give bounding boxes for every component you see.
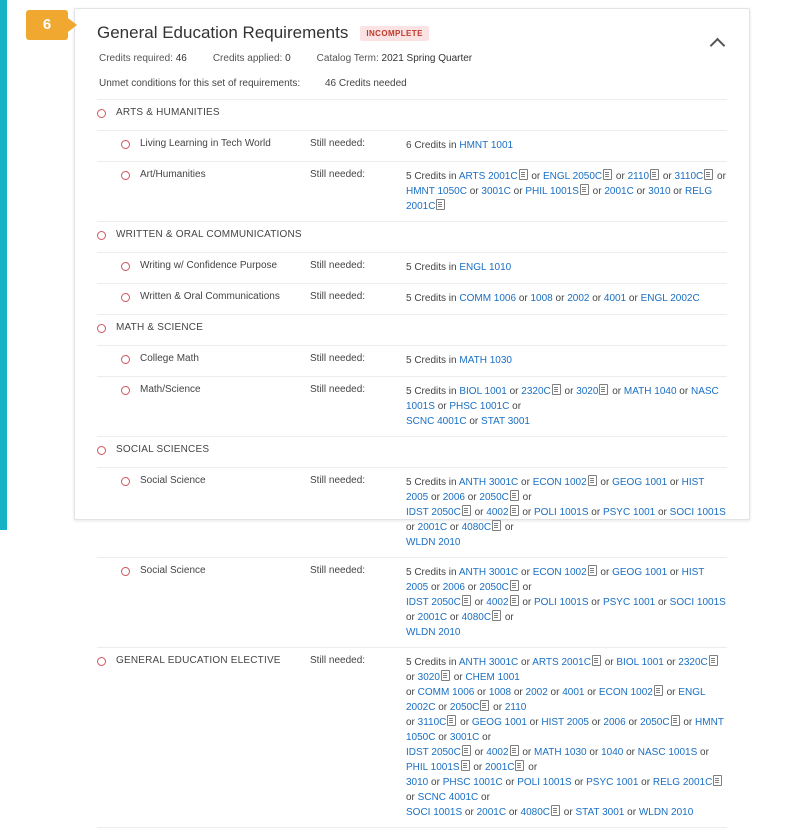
course-link[interactable]: 2001C xyxy=(485,762,515,773)
course-link[interactable]: WLDN 2010 xyxy=(406,627,461,638)
meta-credits-required xyxy=(99,53,187,64)
document-icon[interactable] xyxy=(515,760,524,771)
still-needed-label: Still needed: xyxy=(310,291,366,302)
requirement-row xyxy=(97,377,727,437)
course-link[interactable]: HMNT 1050C xyxy=(406,186,467,197)
course-link[interactable]: 2320C xyxy=(521,386,551,397)
document-icon[interactable] xyxy=(588,475,597,486)
document-icon[interactable] xyxy=(552,384,561,395)
course-link[interactable]: 4080C xyxy=(461,522,492,533)
course-link[interactable]: ANTH 3001C xyxy=(458,477,519,488)
requirement-row xyxy=(97,558,727,648)
accent-edge-bar xyxy=(0,0,7,530)
course-link[interactable]: 2050C xyxy=(479,492,509,503)
course-link[interactable]: RELG 2001C xyxy=(652,777,713,788)
requirement-courses: 5 Credits in MATH 1030 xyxy=(406,355,512,366)
document-icon[interactable] xyxy=(709,655,718,666)
still-needed-label: Still needed: xyxy=(310,169,366,180)
document-icon[interactable] xyxy=(671,715,680,726)
unmet-conditions-label: Unmet conditions for this set of requirements: xyxy=(99,78,301,89)
course-link[interactable]: 3001C xyxy=(481,186,511,197)
requirement-name: Writing w/ Confidence Purpose xyxy=(140,260,278,271)
course-link[interactable]: ENGL 2050C xyxy=(543,171,603,182)
course-link[interactable]: 3010 xyxy=(648,186,671,197)
course-link[interactable]: 2050C xyxy=(449,702,480,713)
course-link[interactable]: COMM 1006 xyxy=(417,687,475,698)
document-icon[interactable] xyxy=(462,745,471,756)
course-link[interactable]: 1008 xyxy=(488,687,512,698)
document-icon[interactable] xyxy=(510,505,519,516)
course-link[interactable]: MATH 1030 xyxy=(459,355,512,366)
course-link[interactable]: COMM 1006 xyxy=(459,293,517,304)
course-link[interactable]: HIST 2005 xyxy=(541,717,589,728)
course-link[interactable]: PSYC 1001 xyxy=(586,777,639,788)
course-link[interactable]: 4002 xyxy=(486,507,509,518)
requirement-courses: 5 Credits in ANTH 3001C or ECON 1002 or GEOG 1001 or HIST 2005 or 2006 or 2050C or IDST 2050C or 4002 or POLI 1001S or PSYC 1001 or SOCI 1001S or 2001C or 4080C or WLDN 2010 xyxy=(406,567,726,638)
status-badge: INCOMPLETE xyxy=(360,26,428,41)
course-link[interactable]: 4001 xyxy=(562,687,585,698)
course-link[interactable]: STAT 3001 xyxy=(575,807,625,818)
course-link[interactable]: HMNT 1050C xyxy=(406,717,724,743)
course-link[interactable]: CHEM 1001 xyxy=(465,672,520,683)
requirement-name: College Math xyxy=(140,353,199,364)
course-link[interactable]: SOCI 1001S xyxy=(406,807,463,818)
course-link[interactable]: 2006 xyxy=(603,717,626,728)
course-link[interactable]: 3110C xyxy=(417,717,447,728)
course-link[interactable]: WLDN 2010 xyxy=(406,537,461,548)
document-icon[interactable] xyxy=(519,169,528,180)
course-link[interactable]: 4080C xyxy=(461,612,492,623)
requirement-group-label: WRITTEN & ORAL COMMUNICATIONS xyxy=(116,229,302,240)
requirement-group-label: SOCIAL SCIENCES xyxy=(116,444,210,455)
course-link[interactable]: PSYC 1001 xyxy=(602,597,656,608)
requirement-row xyxy=(97,131,727,162)
requirements-card xyxy=(74,8,750,818)
step-badge-number: 6 xyxy=(42,16,52,33)
requirement-courses: 5 Credits in ARTS 2001C or ENGL 2050C or 2110 or 3110C or HMNT 1050C or 3001C or PHIL 1001S or 2001C or 3010 or RELG 2001C xyxy=(406,171,726,212)
course-link[interactable]: 2001C xyxy=(417,522,448,533)
course-link[interactable]: PSYC 1001 xyxy=(602,507,656,518)
course-link[interactable]: GEOG 1001 xyxy=(471,717,527,728)
chevron-up-icon[interactable] xyxy=(711,35,725,49)
requirements-rows xyxy=(75,100,749,828)
course-link[interactable]: 2050C xyxy=(640,717,670,728)
meta-credits-applied xyxy=(213,53,291,64)
document-icon[interactable] xyxy=(510,595,519,606)
course-link[interactable]: SOCI 1001S xyxy=(669,597,726,608)
still-needed-label: Still needed: xyxy=(310,138,366,149)
status-circle-icon xyxy=(97,109,106,118)
meta-credits-applied-label: Credits applied: xyxy=(212,53,283,64)
course-link[interactable]: STAT 3001 xyxy=(481,416,530,427)
document-icon[interactable] xyxy=(592,655,601,666)
course-link[interactable]: ENGL 2002C xyxy=(406,687,706,713)
course-link[interactable]: 2050C xyxy=(479,582,509,593)
document-icon[interactable] xyxy=(580,184,589,195)
document-icon[interactable] xyxy=(654,685,663,696)
course-link[interactable]: MATH 1030 xyxy=(534,747,587,758)
document-icon[interactable] xyxy=(492,610,501,621)
course-link[interactable]: 2110 xyxy=(504,702,527,713)
document-icon[interactable] xyxy=(704,169,713,180)
course-link[interactable]: BIOL 1001 xyxy=(616,657,664,668)
requirement-name: Math/Science xyxy=(140,384,201,395)
status-circle-icon xyxy=(121,386,130,395)
course-link[interactable]: 2001C xyxy=(604,186,634,197)
course-link[interactable]: 2006 xyxy=(442,492,465,503)
course-link[interactable]: WLDN 2010 xyxy=(638,807,694,818)
requirement-group-row xyxy=(97,315,727,346)
status-circle-icon xyxy=(121,171,130,180)
meta-catalog-term-label: Catalog Term: xyxy=(316,53,379,64)
course-link[interactable]: GEOG 1001 xyxy=(612,567,668,578)
course-link[interactable]: ENGL 2002C xyxy=(640,293,700,304)
still-needed-label: Still needed: xyxy=(310,353,366,364)
meta-credits-required-label: Credits required: xyxy=(99,53,173,64)
meta-credits-required-value: 46 xyxy=(175,53,187,64)
requirement-courses: 6 Credits in HMNT 1001 xyxy=(406,140,514,151)
course-link[interactable]: 3020 xyxy=(576,386,599,397)
status-circle-icon xyxy=(121,262,130,271)
course-link[interactable]: 4002 xyxy=(486,747,509,758)
course-link[interactable]: PHIL 1001S xyxy=(525,186,579,197)
course-link[interactable]: POLI 1001S xyxy=(517,777,572,788)
course-link[interactable]: NASC 1001S xyxy=(406,386,719,412)
unmet-conditions-value: 46 Credits needed xyxy=(325,78,407,89)
document-icon[interactable] xyxy=(603,169,612,180)
requirement-courses: 5 Credits in ANTH 3001C or ARTS 2001C or BIOL 1001 or 2320C or 3020 or CHEM 1001 or COMM 1006 or 1008 or 2002 or 4001 or ECON 1002 or ENGL 2002C or 2050C or 2110 or 3110C or GEOG 1001 or HIST 2005 or 2006 or 2050C or HMNT 1050C or 3001C or IDST 2050C or 4002 or MATH 1030 or 1040 or NASC 1001S or PHIL 1001S or 2001C or 3010 or PHSC 1001C or POLI 1001S or PSYC 1001 or RELG 2001C or SCNC 4001C or SOCI 1001S or 2001C or 4080C or STAT 3001 or WLDN 2010 xyxy=(406,657,724,818)
requirement-row xyxy=(97,162,727,222)
course-link[interactable]: SOCI 1001S xyxy=(669,507,726,518)
course-link[interactable]: PHSC 1001C xyxy=(449,401,510,412)
document-icon[interactable] xyxy=(492,520,501,531)
course-link[interactable]: HIST 2005 xyxy=(406,477,705,503)
meta-credits-applied-value: 0 xyxy=(285,53,291,64)
course-link[interactable]: ANTH 3001C xyxy=(458,657,519,668)
course-link[interactable]: MATH 1040 xyxy=(623,386,677,397)
meta-catalog-term-value: 2021 Spring Quarter xyxy=(381,53,473,64)
requirement-group-row xyxy=(97,648,727,828)
document-icon[interactable] xyxy=(599,384,608,395)
still-needed-label: Still needed: xyxy=(310,565,366,576)
requirement-group-label: ARTS & HUMANITIES xyxy=(116,107,220,118)
document-icon[interactable] xyxy=(436,199,445,210)
meta-catalog-term xyxy=(317,53,472,64)
still-needed-label: Still needed: xyxy=(310,655,366,666)
course-link[interactable]: POLI 1001S xyxy=(534,597,589,608)
document-icon[interactable] xyxy=(650,169,659,180)
course-link[interactable]: 3001C xyxy=(449,732,480,743)
status-circle-icon xyxy=(97,231,106,240)
status-circle-icon xyxy=(121,567,130,576)
requirement-group-row xyxy=(97,100,727,131)
requirement-name: GENERAL EDUCATION ELECTIVE xyxy=(116,655,281,666)
course-link[interactable]: PHIL 1001S xyxy=(406,762,460,773)
requirement-row xyxy=(97,346,727,377)
course-link[interactable]: SCNC 4001C xyxy=(406,416,467,427)
document-icon[interactable] xyxy=(462,505,471,516)
course-link[interactable]: POLI 1001S xyxy=(534,507,589,518)
left-gutter xyxy=(7,0,40,530)
course-link[interactable]: IDST 2050C xyxy=(406,597,461,608)
course-link[interactable]: 2006 xyxy=(442,582,465,593)
course-link[interactable]: 2002 xyxy=(525,687,548,698)
requirement-row xyxy=(97,284,727,315)
document-icon[interactable] xyxy=(510,490,519,501)
course-link[interactable]: ECON 1002 xyxy=(532,567,587,578)
still-needed-label: Still needed: xyxy=(310,260,366,271)
document-icon[interactable] xyxy=(441,670,450,681)
course-link[interactable]: 2001C xyxy=(476,807,507,818)
document-icon[interactable] xyxy=(447,715,456,726)
course-link[interactable]: RELG 2001C xyxy=(406,186,713,212)
requirement-name: Written & Oral Communications xyxy=(140,291,280,302)
course-link[interactable]: 3020 xyxy=(417,672,440,683)
course-link[interactable]: ECON 1002 xyxy=(532,477,587,488)
course-link[interactable]: 3110C xyxy=(674,171,704,182)
course-link[interactable]: 4001 xyxy=(603,293,627,304)
course-link[interactable]: BIOL 1001 xyxy=(459,386,507,397)
unmet-conditions-row xyxy=(97,78,727,100)
requirement-group-row xyxy=(97,437,727,468)
status-circle-icon xyxy=(97,657,106,666)
still-needed-label: Still needed: xyxy=(310,475,366,486)
course-link[interactable]: IDST 2050C xyxy=(406,747,461,758)
document-icon[interactable] xyxy=(510,745,519,756)
course-link[interactable]: ANTH 3001C xyxy=(458,567,519,578)
course-link[interactable]: ARTS 2001C xyxy=(458,171,518,182)
requirement-courses: 5 Credits in ANTH 3001C or ECON 1002 or GEOG 1001 or HIST 2005 or 2006 or 2050C or IDST 2050C or 4002 or POLI 1001S or PSYC 1001 or SOCI 1001S or 2001C or 4080C or WLDN 2010 xyxy=(406,477,726,548)
status-circle-icon xyxy=(121,293,130,302)
status-circle-icon xyxy=(121,477,130,486)
status-circle-icon xyxy=(121,355,130,364)
course-link[interactable]: SCNC 4001C xyxy=(417,792,479,803)
document-icon[interactable] xyxy=(713,775,722,786)
course-link[interactable]: 2001C xyxy=(417,612,448,623)
course-link[interactable]: PHSC 1001C xyxy=(442,777,503,788)
title-row xyxy=(97,23,727,43)
course-link[interactable]: 4080C xyxy=(520,807,550,818)
requirement-row xyxy=(97,253,727,284)
requirement-name: Social Science xyxy=(140,565,206,576)
document-icon[interactable] xyxy=(588,565,597,576)
requirement-name: Living Learning in Tech World xyxy=(140,138,271,149)
requirement-courses: 5 Credits in BIOL 1001 or 2320C or 3020 or MATH 1040 or NASC 1001S or PHSC 1001C or SCNC 4001C or STAT 3001 xyxy=(406,386,719,427)
status-circle-icon xyxy=(121,140,130,149)
requirement-group-row xyxy=(97,222,727,253)
course-link[interactable]: ECON 1002 xyxy=(598,687,653,698)
requirement-row xyxy=(97,468,727,558)
course-link[interactable]: ENGL 1010 xyxy=(459,262,512,273)
requirement-group-label: MATH & SCIENCE xyxy=(116,322,204,333)
course-link[interactable]: 2002 xyxy=(567,293,590,304)
document-icon[interactable] xyxy=(510,580,519,591)
course-link[interactable]: ARTS 2001C xyxy=(532,657,591,668)
requirement-courses: 5 Credits in COMM 1006 or 1008 or 2002 or 4001 or ENGL 2002C xyxy=(406,293,700,304)
course-link[interactable]: 1008 xyxy=(530,293,553,304)
still-needed-label: Still needed: xyxy=(310,384,366,395)
page-title: General Education Requirements xyxy=(97,23,349,42)
course-link[interactable]: 2110 xyxy=(627,171,650,182)
course-link[interactable]: 4002 xyxy=(486,597,509,608)
course-link[interactable]: NASC 1001S xyxy=(637,747,698,758)
document-icon[interactable] xyxy=(461,760,470,771)
step-number-badge xyxy=(26,10,80,40)
requirements-header xyxy=(75,9,749,100)
status-circle-icon xyxy=(97,324,106,333)
course-link[interactable]: 1040 xyxy=(601,747,624,758)
course-link[interactable]: 2320C xyxy=(678,657,708,668)
requirements-meta xyxy=(97,53,727,64)
course-link[interactable]: HIST 2005 xyxy=(406,567,705,593)
course-link[interactable]: HMNT 1001 xyxy=(459,140,514,151)
document-icon[interactable] xyxy=(480,700,489,711)
course-link[interactable]: IDST 2050C xyxy=(406,507,461,518)
document-icon[interactable] xyxy=(462,595,471,606)
status-circle-icon xyxy=(97,446,106,455)
course-link[interactable]: GEOG 1001 xyxy=(612,477,668,488)
document-icon[interactable] xyxy=(551,805,560,816)
requirement-name: Art/Humanities xyxy=(140,169,206,180)
requirement-name: Social Science xyxy=(140,475,206,486)
requirement-courses: 5 Credits in ENGL 1010 xyxy=(406,262,512,273)
course-link[interactable]: 3010 xyxy=(406,777,429,788)
